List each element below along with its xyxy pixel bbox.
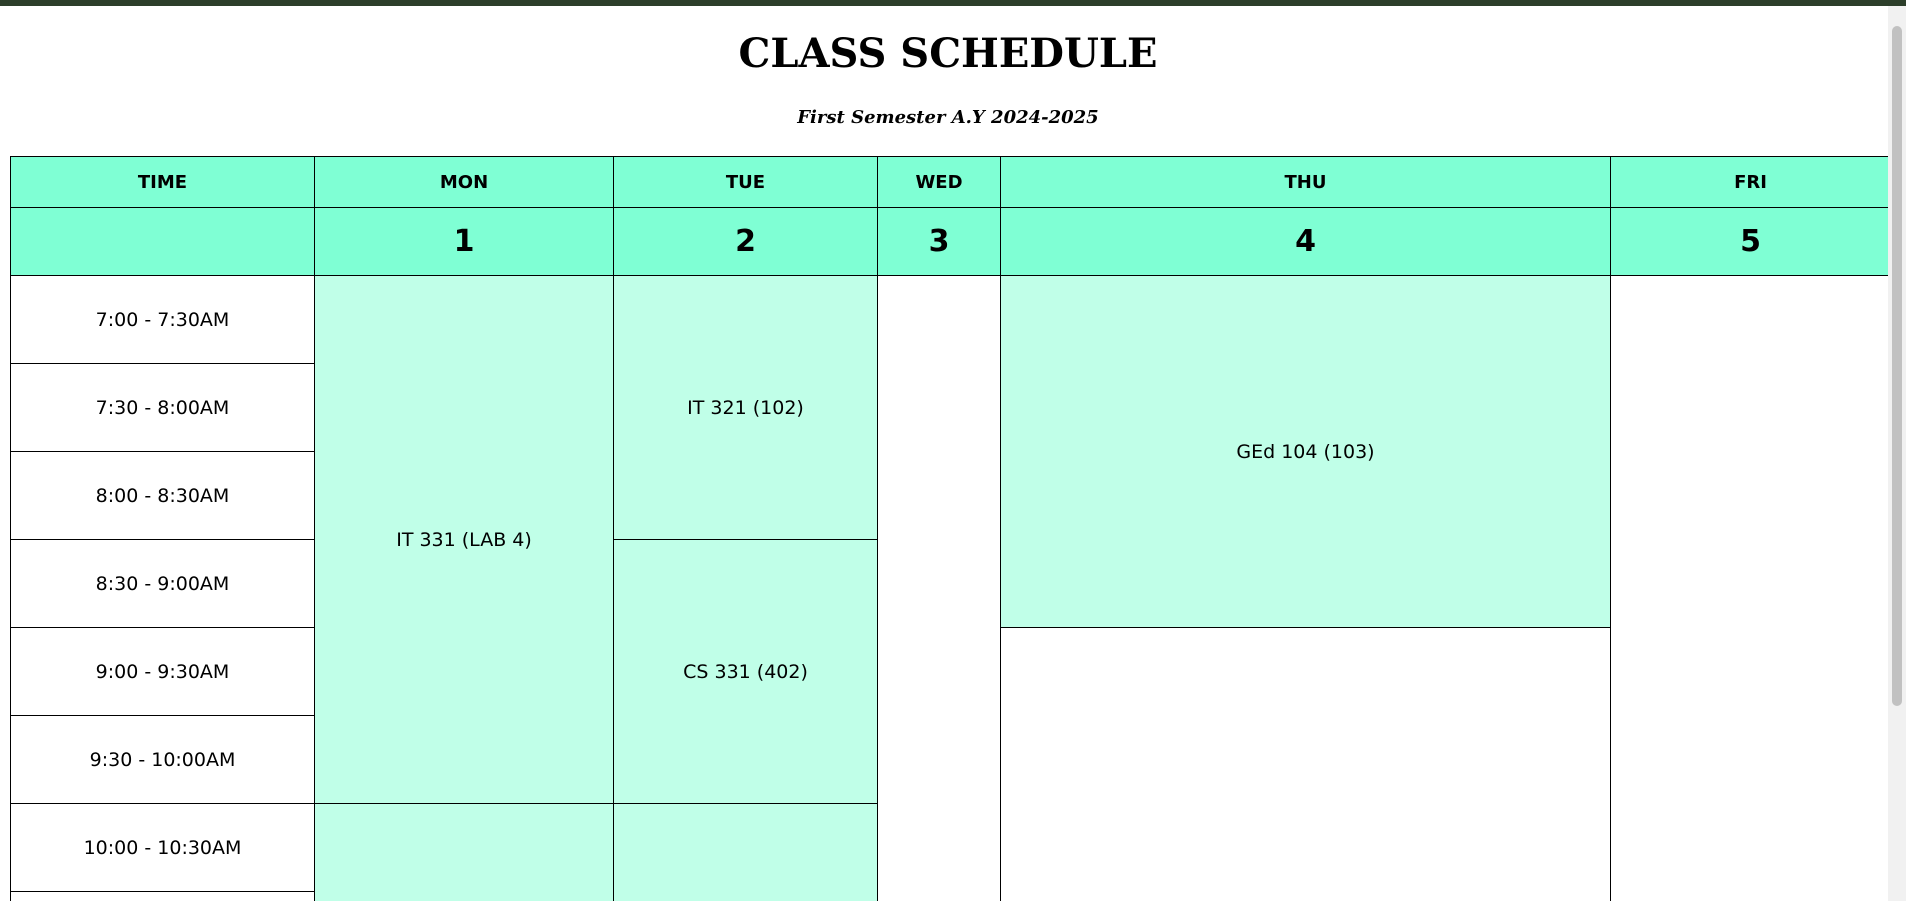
time-slot: 8:30 - 9:00AM [11,540,315,628]
daynum-time [11,208,315,276]
daynum-thu: 4 [1001,208,1611,276]
schedule-table [10,156,1890,901]
class-block-mon-2[interactable] [315,804,614,901]
time-slot [11,892,315,901]
scrollbar-thumb[interactable] [1892,26,1902,706]
time-slot: 9:30 - 10:00AM [11,716,315,804]
header-time: TIME [11,157,315,208]
header-mon: MON [315,157,614,208]
header-tue: TUE [614,157,878,208]
daynum-mon: 1 [315,208,614,276]
vertical-scrollbar[interactable] [1888,6,1906,901]
time-slot: 10:00 - 10:30AM [11,804,315,892]
day-header-row [11,157,1891,208]
daynum-tue: 2 [614,208,878,276]
day-number-row [11,208,1891,276]
empty-slot-fri [1611,276,1891,901]
page-title: CLASS SCHEDULE [738,30,1158,77]
class-block-tue-1[interactable]: IT 321 (102) [614,276,878,540]
page-subtitle: First Semester A.Y 2024-2025 [797,107,1099,128]
table-row [11,276,1891,364]
daynum-fri: 5 [1611,208,1891,276]
class-block-mon[interactable]: IT 331 (LAB 4) [315,276,614,804]
empty-slot-wed [878,276,1001,901]
header-thu: THU [1001,157,1611,208]
class-block-tue-2[interactable]: CS 331 (402) [614,540,878,804]
daynum-wed: 3 [878,208,1001,276]
time-slot: 7:00 - 7:30AM [11,276,315,364]
header-wed: WED [878,157,1001,208]
class-block-thu[interactable]: GEd 104 (103) [1001,276,1611,628]
header-fri: FRI [1611,157,1891,208]
top-bar [0,0,1906,6]
time-slot: 7:30 - 8:00AM [11,364,315,452]
time-slot: 8:00 - 8:30AM [11,452,315,540]
empty-slot-thu [1001,628,1611,901]
class-block-tue-3[interactable] [614,804,878,901]
time-slot: 9:00 - 9:30AM [11,628,315,716]
schedule-table-container [10,156,1890,901]
